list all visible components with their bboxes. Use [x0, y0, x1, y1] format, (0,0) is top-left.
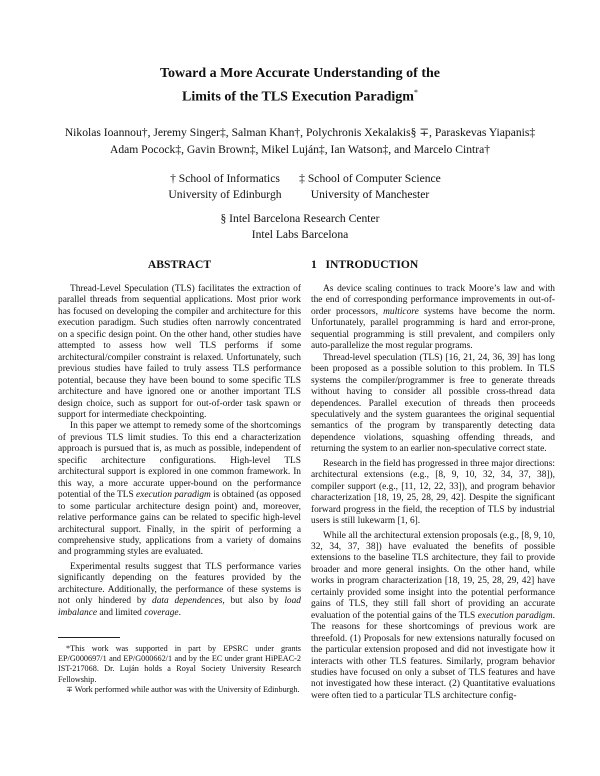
abstract-paragraph-1: Thread-Level Speculation (TLS) facilitates the extraction of parallel threads from sequential applications. Most prior work has focused on developing the compiler and architecture for this execution paradigm. Such studies often narrowly concentrated on a specific design point. On the other hand, other studies have attempted to assess how well TLS performs if some architectural/compiler constraint is relaxed. Unfortunately, such previous studies have failed to truly assess TLS performance potential, because they have been bound to some specific TLS architecture and have ignored one or another important TLS design choice, such as support for out-of-order task spawn or support for intermediate checkpointing. [58, 284, 301, 420]
abstract-p3-text-a: Experimental results suggest that TLS performance varies significantly depending on the features provided by the architecture. Additionally, the performance of these systems is not only hindered by [58, 561, 301, 607]
footnote-funding: *This work was supported in part by EPSRC under grants EP/G000697/1 and EP/G000662/1 and by the EC under grant HiPEAC-2 IST-217068. Dr. Luján holds a Royal Society University Research Fellowship. [58, 644, 301, 684]
intro-p1-text-a: As device scaling continues to track Moore’s law and with the end of corresponding performance improvements in out-of-order processors, [311, 284, 555, 317]
affiliation-manchester [280, 171, 460, 203]
title-line-2-text: Limits of the TLS Execution Paradigm [182, 89, 414, 105]
abstract-column [58, 258, 301, 619]
affiliation-manchester-dept: ‡ School of Computer Science [299, 172, 441, 185]
affiliation-edinburgh-uni: University of Edinburgh [168, 188, 282, 201]
intro-p1-text-b: systems have become the norm. Unfortunately, parallel programming is hard and error-prone, sequential programming is still prevalent, and compilers only auto-parallelize the most regular programs. [311, 306, 556, 352]
intro-paragraph-2: Thread-level speculation (TLS) [16, 21, 24, 36, 39] has long been proposed as a possible solution to this problem. In TLS systems the compiler/programmer is free to generate threads without having to consider all possible cross-thread data dependences. Parallel execution of threads then proceeds speculatively and the system guarantees the original sequential semantics of the program by transparently detecting data dependence violations, squashing offending threads, and returning the system to an earlier non-speculative correct state. [311, 352, 555, 455]
abstract-p3-text-c: and limited [97, 607, 145, 618]
abstract-p3-emphasis-1: data dependences [152, 596, 223, 607]
footnote-rule [58, 637, 120, 638]
abstract-p3-emphasis-3: coverage [144, 607, 179, 618]
abstract-p2-emphasis: execution paradigm [136, 490, 211, 501]
affiliation-intel-center: § Intel Barcelona Research Center [220, 212, 380, 225]
affiliation-edinburgh-dept: † School of Informatics [170, 172, 280, 185]
footnote-author-note: ∓ Work performed while author was with the University of Edinburgh. [66, 684, 300, 694]
introduction-column [311, 258, 555, 702]
intro-paragraph-1 [311, 284, 555, 353]
author-list [40, 124, 560, 158]
abstract-p3-emphasis-2: load imbalance [58, 596, 301, 618]
intro-p4-emphasis: execution paradigm [477, 610, 553, 621]
abstract-paragraph-3 [58, 562, 301, 619]
authors-line-2: Adam Pocock‡, Gavin Brown‡, Mikel Luján‡, Ian Watson‡, and Marcelo Cintra† [109, 143, 491, 156]
intro-paragraph-3: Research in the field has progressed in three major directions: architectural extensions (e.g., [8, 9, 10, 32, 34, 37, 38]), compiler support (e.g., [11, 12, 22, 33]), and program behavior characterization [18, 19, 25, 28, 29, 42]. Despite the significant forward progress in the field, the reception of TLS by industrial users is still lukewarm [1, 6]. [311, 458, 555, 527]
title-line-2 [0, 83, 600, 107]
paper-title [0, 64, 600, 107]
abstract-p2-text-a: In this paper we attempt to remedy some of the shortcomings of previous TLS limit studies. To this end a characterization approach is pursued that is, as much as possible, independent of specific architecture configurations. High-level TLS architectural support is explored in one common framework. In this way, a more accurate upper-bound on the performance potential of the TLS [58, 421, 301, 501]
abstract-p3-text-b: , but also by [222, 596, 285, 607]
abstract-paragraph-2 [58, 421, 301, 558]
affiliation-intel [100, 211, 500, 243]
title-line-1: Toward a More Accurate Understanding of the [160, 66, 440, 81]
authors-line-1: Nikolas Ioannou†, Jeremy Singer‡, Salman Khan†, Polychronis Xekalakis§ ∓, Paraskevas Yiapanis‡ [64, 126, 536, 139]
intro-paragraph-4 [311, 531, 555, 703]
intro-p1-emphasis: multicore [383, 306, 419, 317]
intro-p4-text-a: While all the architectural extension proposals (e.g., [8, 9, 10, 32, 34, 37, 38]) have evaluated the benefits of possible extensions to the baseline TLS architecture, they fail to provide broader and more general insights. On the other hand, while works in program characterization [18, 19, 25, 28, 29, 42] have certainly provided some insight into the potential performance gains of TLS, they still fall short of providing an accurate evaluation of the potential gains of the TLS [311, 530, 555, 621]
abstract-p3-text-d: . [178, 607, 181, 618]
title-footnote-mark: * [413, 88, 418, 97]
abstract-p2-text-b: is obtained (as opposed to some particular architecture design point) and, moreover, relative performance gains can be related to specific high-level architectural support. Finally, in the spirit of performing a comprehensive study, applications from a variety of domains and programming styles are evaluated. [58, 490, 301, 558]
footnotes [58, 644, 301, 695]
affiliation-manchester-uni: University of Manchester [310, 188, 430, 201]
affiliation-intel-labs: Intel Labs Barcelona [251, 228, 349, 241]
abstract-heading: ABSTRACT [147, 258, 212, 271]
introduction-heading: 1 INTRODUCTION [311, 258, 419, 271]
intro-p4-text-b: . The reasons for these shortcomings of previous work are threefold. (1) Proposals for new extensions naturally focused on the particular extension proposed and did not investigate how it interacts with other TLS features. Similarly, program behavior studies have focused on only a subset of TLS features and have not investigated how these interact. (2) Quantitative evaluations were often tied to a particular TLS architecture config- [311, 610, 555, 701]
